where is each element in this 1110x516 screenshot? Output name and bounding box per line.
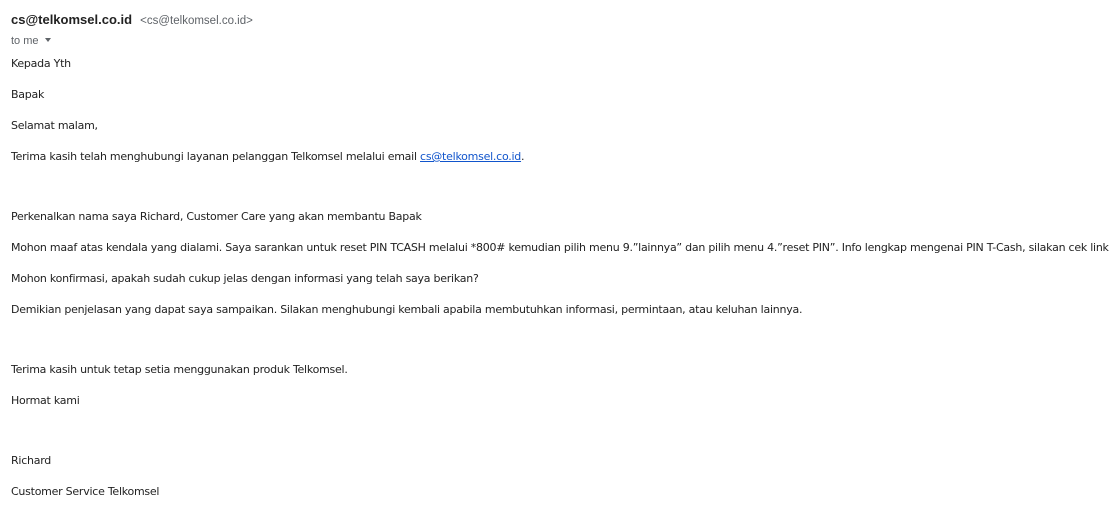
regards: Hormat kami — [11, 394, 80, 407]
apology-paragraph: Mohon maaf atas kendala yang dialami. Saya sarankan untuk reset PIN TCASH melalui *800# kemudian pilih menu 9.”lainnya” dan pilih menu 4.”reset PIN”. Info lengkap mengenai PIN T-Cash, silakan cek link — [11, 241, 1109, 254]
email-link[interactable]: cs@telkomsel.co.id — [420, 150, 522, 163]
salutation: Selamat malam, — [11, 119, 98, 132]
signature-name: Richard — [11, 454, 52, 467]
email-header — [11, 10, 253, 48]
recipient-label: to me — [11, 35, 39, 47]
greeting-name: Bapak — [11, 88, 45, 101]
thanks-prefix: Terima kasih telah menghubungi layanan pelanggan Telkomsel melalui email — [11, 150, 421, 163]
thanks-loyalty-paragraph: Terima kasih untuk tetap setia menggunakan produk Telkomsel. — [11, 363, 348, 376]
signature-title: Customer Service Telkomsel — [11, 485, 160, 498]
caret-down-icon[interactable] — [45, 38, 51, 42]
thanks-paragraph — [11, 150, 524, 164]
confirmation-paragraph: Mohon konfirmasi, apakah sudah cukup jelas dengan informasi yang telah saya berikan? — [11, 272, 479, 285]
sender-email: <cs@telkomsel.co.id> — [140, 15, 253, 27]
sender-line — [11, 10, 253, 30]
recipient-details-toggle[interactable] — [11, 32, 253, 48]
closing-paragraph: Demikian penjelasan yang dapat saya sampaikan. Silakan menghubungi kembali apabila membutuhkan informasi, permintaan, atau keluhan lainnya. — [11, 303, 803, 316]
sender-name[interactable]: cs@telkomsel.co.id — [11, 12, 133, 27]
greeting-to: Kepada Yth — [11, 57, 71, 70]
introduction-paragraph: Perkenalkan nama saya Richard, Customer Care yang akan membantu Bapak — [11, 210, 422, 223]
thanks-suffix: . — [521, 150, 525, 163]
